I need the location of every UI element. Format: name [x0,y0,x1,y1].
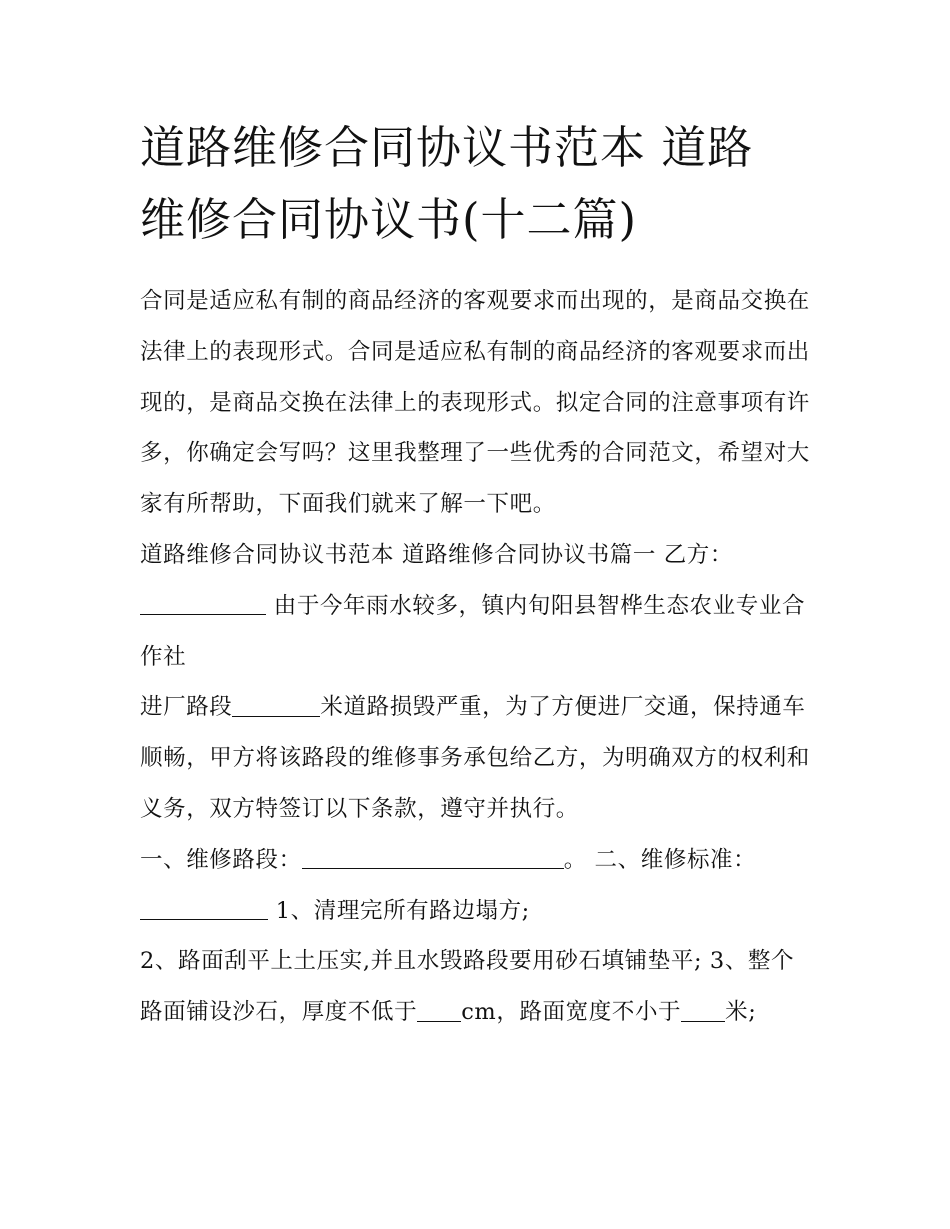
standard-two-width-text: cm，路面宽度不小于 [461,999,682,1026]
contract-heading-paragraph [140,530,816,682]
road-paragraph-start: 进厂路段 [140,694,233,721]
standard-one-paragraph [140,886,816,937]
route-blank [302,845,564,870]
title-line-2: 维修合同协议书(十二篇) [140,193,638,246]
document-body [140,276,816,1038]
thickness-blank [417,997,461,1022]
item-two-label: 。 二、维修标准： [563,846,757,873]
width-blank [681,997,725,1022]
road-paragraph-rest: 米道路损毁严重，为了方便进厂交通，保持通车顺畅，甲方将该路段的维修事务承包给乙方，为明确双方的权利和义务，双方特签订以下条款，遵守并执行。 [140,694,810,822]
item-one-paragraph [140,835,816,886]
standard-blank [140,896,268,921]
standard-one-text: 1、清理完所有路边塌方; [268,897,530,924]
document-title [140,112,820,256]
item-one-label: 一、维修路段： [140,846,302,873]
road-paragraph [140,682,816,834]
title-line-1: 道路维修合同协议书范本 道路 [140,121,754,174]
party-b-blank [140,591,266,616]
road-length-blank [232,692,320,717]
standard-two-end: 米; [725,999,757,1026]
standard-two-text: 2、路面刮平上土压实,并且水毁路段要用砂石填铺垫平; 3、整个路面铺设沙石，厚度不低于 [140,948,795,1026]
intro-paragraph: 合同是适应私有制的商品经济的客观要求而出现的，是商品交换在法律上的表现形式。合同是适应私有制的商品经济的客观要求而出现的，是商品交换在法律上的表现形式。拟定合同的注意事项有许多，你确定会写吗？这里我整理了一些优秀的合同范文，希望对大家有所帮助，下面我们就来了解一下吧。 [140,288,810,518]
contract-heading-continuation: 由于今年雨水较多，镇内旬阳县智桦生态农业专业合作社 [140,592,806,670]
standard-two-paragraph [140,936,816,1038]
contract-heading-text: 道路维修合同协议书范本 道路维修合同协议书篇一 乙方： [140,541,734,568]
